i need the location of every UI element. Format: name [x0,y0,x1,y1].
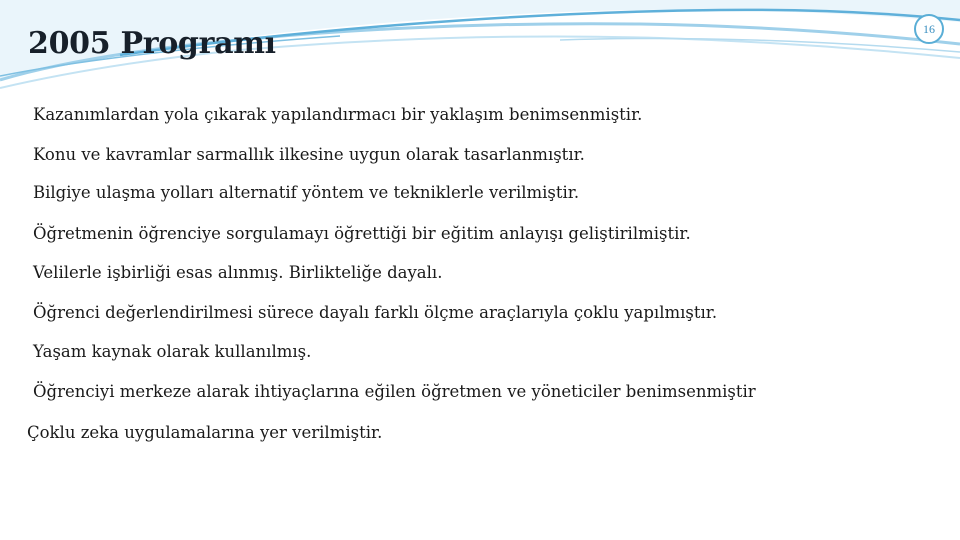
bullet-item: Yaşam kaynak olarak kullanılmış. [33,342,312,361]
bullet-item: Öğrenci değerlendirilmesi sürece dayalı farklı ölçme araçlarıyla çoklu yapılmıştır. [33,303,718,322]
page-number-badge [914,14,944,44]
bullet-item: Öğrenciyi merkeze alarak ihtiyaçlarına eğilen öğretmen ve yöneticiler benimsenmiştir [33,382,756,401]
bullet-item: Öğretmenin öğrenciye sorgulamayı öğrettiği bir eğitim anlayışı geliştirilmiştir. [33,224,691,243]
bullet-item: Kazanımlardan yola çıkarak yapılandırmacı bir yaklaşım benimsenmiştir. [33,105,643,124]
bullet-item: Velilerle işbirliği esas alınmış. Birlikteliğe dayalı. [33,263,443,282]
page-title: 2005 Programı [28,26,276,61]
bullet-item: Konu ve kavramlar sarmallık ilkesine uygun olarak tasarlanmıştır. [33,145,585,164]
page-number: 16 [923,21,935,36]
bullet-item: Çoklu zeka uygulamalarına yer verilmiştir. [27,423,383,442]
bullet-item: Bilgiye ulaşma yolları alternatif yöntem ve tekniklerle verilmiştir. [33,183,580,202]
